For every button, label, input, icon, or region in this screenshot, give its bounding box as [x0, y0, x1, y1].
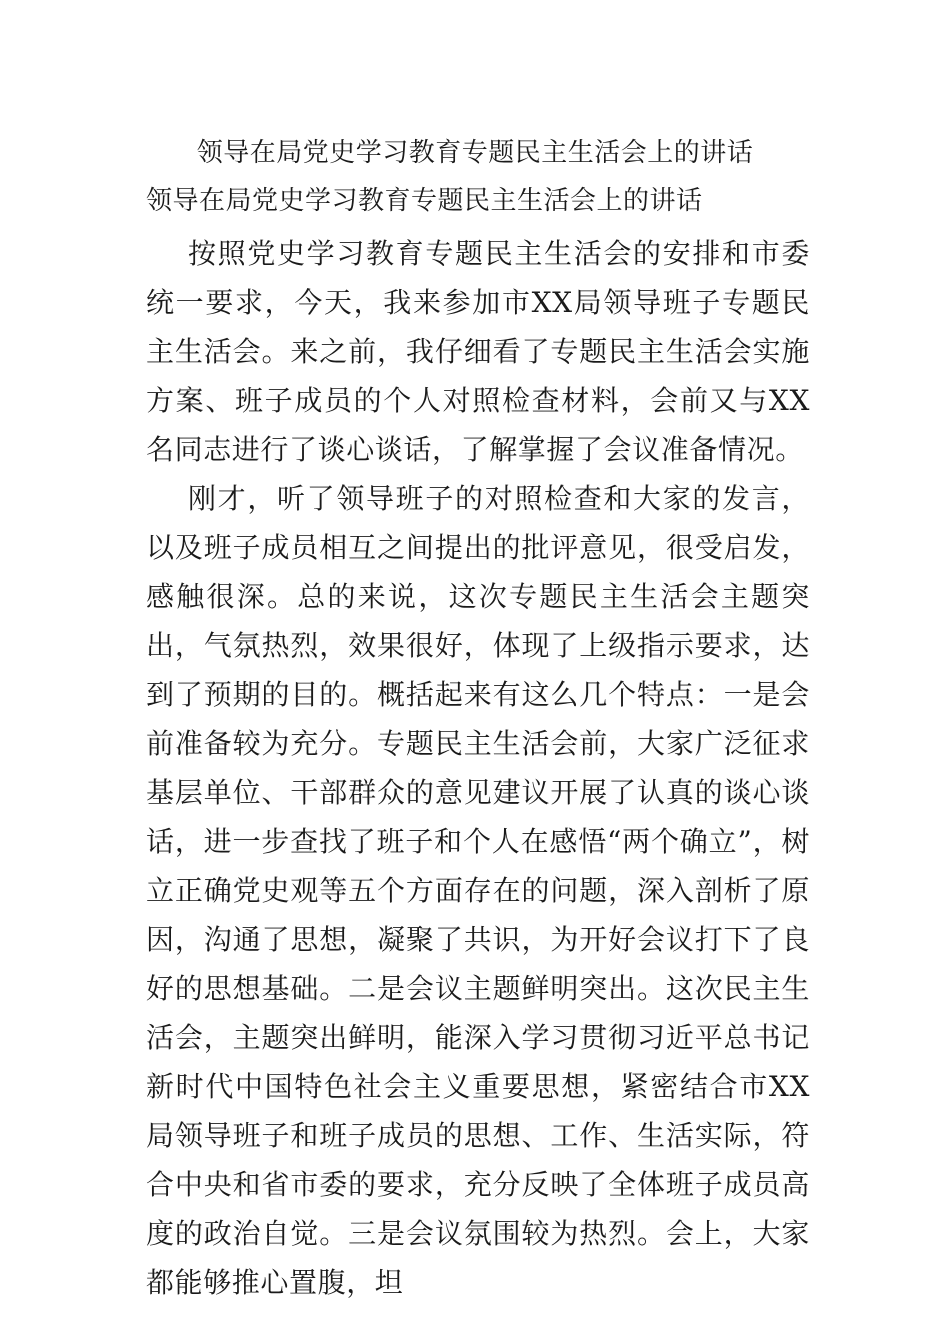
paragraph-1: 按照党史学习教育专题民主生活会的安排和市委统一要求，今天，我来参加市XX局领导班子专题民主生活会。来之前，我仔细看了专题民主生活会实施方案、班子成员的个人对照检查材料，会前又与XX名同志进行了谈心谈话，了解掌握了会议准备情况。 — [146, 237, 810, 466]
document-subtitle: 领导在局党史学习教育专题民主生活会上的讲话 — [146, 186, 703, 216]
document-title: 领导在局党史学习教育专题民主生活会上的讲话 — [196, 138, 754, 168]
document-body — [146, 229, 810, 1307]
paragraph-2: 刚才，听了领导班子的对照检查和大家的发言，以及班子成员相互之间提出的批评意见，很受启发，感触很深。总的来说，这次专题民主生活会主题突出，气氛热烈，效果很好，体现了上级指示要求，达到了预期的目的。概括起来有这么几个特点：一是会前准备较为充分。专题民主生活会前，大家广泛征求基层单位、干部群众的意见建议开展了认真的谈心谈话，进一步查找了班子和个人在感悟“两个确立”，树立正确党史观等五个方面存在的问题，深入剖析了原因，沟通了思想，凝聚了共识，为开好会议打下了良好的思想基础。二是会议主题鲜明突出。这次民主生活会，主题突出鲜明，能深入学习贯彻习近平总书记新时代中国特色社会主义重要思想，紧密结合市XX局领导班子和班子成员的思想、工作、生活实际，符合中央和省市委的要求，充分反映了全体班子成员高度的政治自觉。三是会议氛围较为热烈。会上，大家都能够推心置腹，坦 — [146, 482, 810, 1299]
